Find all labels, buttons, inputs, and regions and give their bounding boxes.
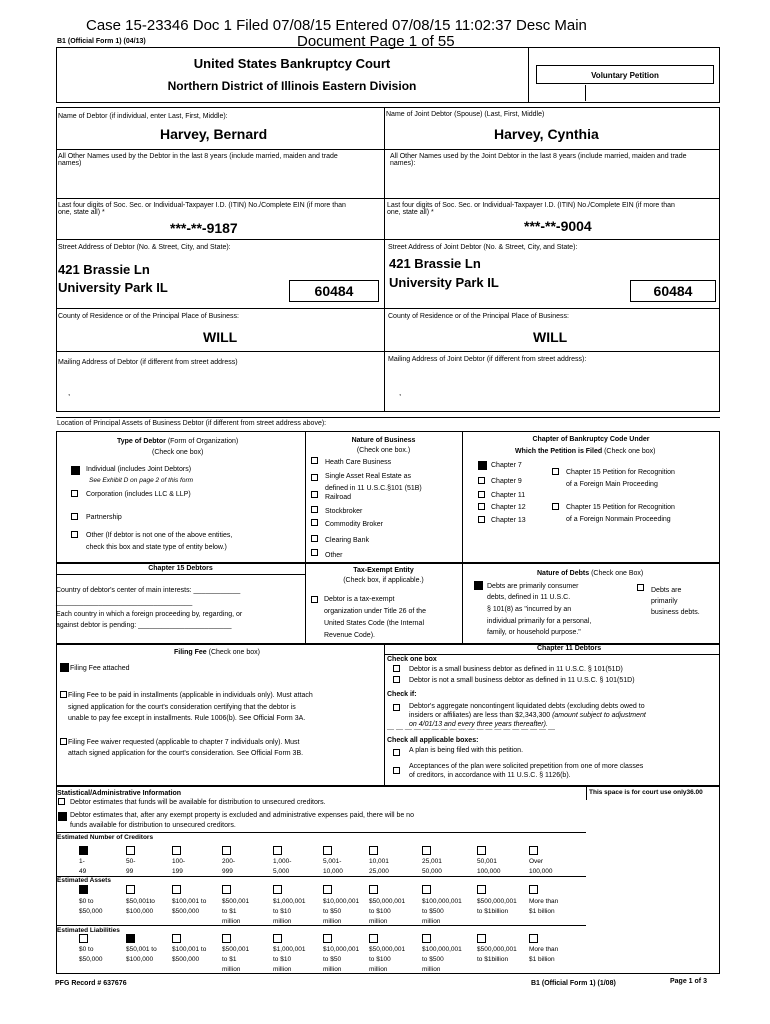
debtor-other-names-label: All Other Names used by the Debtor in the last 8 years (include married, maiden and trade names): [58, 153, 338, 167]
liabilities-option-checkbox[interactable]: [369, 934, 378, 943]
checkbox-business-debts[interactable]: [637, 584, 644, 591]
fee-installments-1: Filing Fee to be paid in installments (applicable in individuals only). Must attach: [68, 692, 313, 699]
opt-other-2: check this box and state type of entity below.): [86, 544, 227, 551]
form-id: B1 (Official Form 1) (04/13): [57, 38, 146, 45]
creditors-option-label: 99: [126, 868, 134, 875]
assets-option-label: $50,000,001: [369, 898, 406, 905]
tax-exempt-check: (Check box, if applicable.): [343, 577, 424, 584]
fee-waiver-1: Filing Fee waiver requested (applicable to chapter 7 individuals only). Must: [68, 739, 300, 746]
creditors-label: Estimated Number of Creditors: [57, 834, 154, 841]
assets-option-label: $100,001 to: [172, 898, 207, 905]
assets-option-label: $100,000: [126, 908, 154, 915]
assets-option-label: $1 billion: [529, 908, 555, 915]
stats-no-funds-1: Debtor estimates that, after any exempt property is excluded and administrative expenses paid, there will be no: [70, 812, 414, 819]
joint-ssn: ***-**-9004: [524, 218, 592, 234]
assets-option-label: million: [369, 918, 388, 925]
assets-option-label: million: [323, 918, 342, 925]
liabilities-option-label: million: [369, 966, 388, 973]
debtor-street-label: Street Address of Debtor (No. & Street, City, and State):: [58, 244, 231, 251]
biz-opt-clearing: Clearing Bank: [325, 537, 369, 544]
ch11-acceptances-1: Acceptances of the plan were solicited prepetition from one of more classes: [409, 763, 644, 770]
fee-attached: Filing Fee attached: [70, 665, 130, 672]
checkbox-other-entity[interactable]: [71, 531, 78, 538]
joint-county: WILL: [533, 329, 568, 345]
checkbox-health-care[interactable]: [311, 457, 318, 464]
document-page-line: Document Page 1 of 55: [297, 33, 455, 50]
liabilities-option-checkbox[interactable]: [323, 934, 332, 943]
checkbox-railroad[interactable]: [311, 491, 318, 498]
liabilities-option-checkbox[interactable]: [529, 934, 538, 943]
assets-option-label: million: [422, 918, 441, 925]
fee-installments-3: unable to pay fee except in installments. Rule 1006(b). See Official Form 3A.: [68, 715, 306, 722]
assets-option-checkbox[interactable]: [369, 885, 378, 894]
stats-title: Statistical/Administrative Information: [57, 790, 182, 797]
liabilities-option-label: $10,000,001: [323, 946, 360, 953]
ch15-line3: against debtor is pending: ________________________: [56, 622, 232, 629]
biz-opt-single-asset: Single Asset Real Estate as: [325, 473, 411, 480]
assets-option-label: million: [273, 918, 292, 925]
creditors-option-checkbox[interactable]: [126, 846, 135, 855]
checkbox-clearing-bank[interactable]: [311, 535, 318, 542]
checkbox-other-business[interactable]: [311, 549, 318, 556]
assets-option-label: $50,001to: [126, 898, 155, 905]
chapter-13: Chapter 13: [491, 517, 526, 524]
business-debts-2: primarily: [651, 598, 678, 605]
checkbox-consumer-debts[interactable]: [474, 581, 483, 590]
joint-street-label: Street Address of Joint Debtor (No. & Street, City, and State):: [388, 244, 578, 251]
assets-label: Estimated Assets: [57, 877, 111, 884]
opt-individual-note: See Exhibit D on page 2 of this form: [89, 477, 194, 484]
creditors-option-checkbox[interactable]: [477, 846, 486, 855]
ch15-line2: Each country in which a foreign proceeding by, regarding, or: [56, 611, 243, 618]
creditors-option-checkbox[interactable]: [323, 846, 332, 855]
liabilities-option-checkbox[interactable]: [422, 934, 431, 943]
ch11-acceptances-2: of creditors, in accordance with 11 U.S.C. § 1126(b).: [409, 772, 571, 779]
chapter-9: Chapter 9: [491, 478, 522, 485]
footer-form: B1 (Official Form 1) (1/08): [531, 980, 616, 987]
checkbox-acceptances[interactable]: [393, 767, 400, 774]
checkbox-tax-exempt[interactable]: [311, 596, 318, 603]
joint-name: Harvey, Cynthia: [494, 126, 599, 142]
joint-street-line2: University Park IL: [389, 275, 499, 290]
business-debts-1: Debts are: [651, 587, 682, 594]
checkbox-not-small-business[interactable]: [393, 676, 400, 683]
joint-mailing-value: ,: [399, 388, 402, 397]
chapter-15-nonmain: Chapter 15 Petition for Recognition: [566, 504, 675, 511]
assets-option-label: $50,000: [79, 908, 103, 915]
assets-option-label: million: [222, 918, 241, 925]
liabilities-option-checkbox[interactable]: [79, 934, 88, 943]
assets-option-label: $500,001: [222, 898, 250, 905]
creditors-option-label: Over: [529, 858, 544, 865]
liabilities-option-label: $500,000: [172, 956, 200, 963]
checkbox-individual[interactable]: [71, 466, 80, 475]
creditors-option-label: 100,000: [529, 868, 553, 875]
liabilities-option-checkbox[interactable]: [222, 934, 231, 943]
liabilities-option-label: million: [222, 966, 241, 973]
liabilities-option-label: $500,000,001: [477, 946, 517, 953]
checkbox-chapter-9[interactable]: [478, 477, 485, 484]
debtor-county-label: County of Residence or of the Principal Place of Business:: [58, 313, 239, 320]
ch15-debtors-title: Chapter 15 Debtors: [148, 565, 213, 572]
filing-fee-title: Filing Fee (Check one box): [174, 649, 260, 656]
creditors-option-label: 100,000: [477, 868, 501, 875]
creditors-option-checkbox[interactable]: [172, 846, 181, 855]
consumer-debts-3: § 101(8) as "incurred by an: [487, 606, 572, 613]
checkbox-chapter-11[interactable]: [478, 491, 485, 498]
liabilities-option-label: $0 to: [79, 946, 94, 953]
location-label: Location of Principal Assets of Business Debtor (if different from street address above):: [57, 420, 327, 427]
biz-opt-other: Other: [325, 552, 343, 559]
liabilities-option-label: $100,000,001: [422, 946, 462, 953]
checkbox-funds-available[interactable]: [58, 798, 65, 805]
tax-exempt-l1: Debtor is a tax-exempt: [324, 596, 395, 603]
ch11-dash-line: — — — — — — — — — — — — — — — — — — —: [387, 726, 556, 733]
liabilities-option-label: $500,001: [222, 946, 250, 953]
joint-street-line1: 421 Brassie Ln: [389, 256, 481, 271]
creditors-option-label: 5,000: [273, 868, 290, 875]
liabilities-option-label: million: [273, 966, 292, 973]
assets-option-label: to $500: [422, 908, 444, 915]
ch11-check-one: Check one box: [387, 656, 437, 663]
biz-opt-single-asset-2: defined in 11 U.S.C.§101 (51B): [325, 485, 422, 492]
footer-record: PFG Record # 637676: [55, 980, 127, 987]
creditors-option-label: 1-: [79, 858, 85, 865]
checkbox-corporation[interactable]: [71, 490, 78, 497]
court-use-note: This space is for court use only36.00: [589, 789, 703, 796]
creditors-option-label: 10,001: [369, 858, 389, 865]
biz-opt-railroad: Railroad: [325, 494, 352, 501]
debtor-street-line1: 421 Brassie Ln: [58, 262, 150, 277]
business-title: Nature of Business: [351, 437, 416, 444]
creditors-option-checkbox[interactable]: [529, 846, 538, 855]
tax-exempt-l3: United States Code (the Internal: [324, 620, 425, 627]
chapter-15-main: Chapter 15 Petition for Recognition: [566, 469, 675, 476]
liabilities-option-label: $50,000: [79, 956, 103, 963]
chapter-title-2: Which the Petition is Filed (Check one box): [515, 448, 656, 455]
creditors-option-checkbox[interactable]: [422, 846, 431, 855]
liabilities-option-label: $100,000: [126, 956, 154, 963]
joint-ssn-label: Last four digits of Soc. Sec. or Individual-Taxpayer I.D. (ITIN) No./Complete EIN (if more than one, state all) *: [387, 202, 675, 216]
ch11-plan-filed: A plan is being filed with this petition.: [409, 747, 524, 754]
checkbox-partnership[interactable]: [71, 513, 78, 520]
debtor-type-title: Type of Debtor (Form of Organization): [117, 438, 239, 445]
opt-partnership: Partnership: [86, 514, 122, 521]
case-header-line: Case 15-23346 Doc 1 Filed 07/08/15 Entered 07/08/15 11:02:37 Desc Main: [86, 17, 587, 34]
joint-name-label: Name of Joint Debtor (Spouse) (Last, First, Middle): [386, 111, 545, 118]
assets-option-checkbox[interactable]: [477, 885, 486, 894]
creditors-option-label: 50,000: [422, 868, 442, 875]
ch15-line1: Country of debtor's center of main interests: ____________: [56, 587, 241, 594]
chapter-15-nonmain-2: of a Foreign Nonmain Proceeding: [566, 516, 671, 523]
creditors-option-label: 1,000-: [273, 858, 292, 865]
joint-mailing-label: Mailing Address of Joint Debtor (if different from street address):: [388, 356, 587, 363]
assets-option-label: $0 to: [79, 898, 94, 905]
checkbox-chapter-7[interactable]: [478, 461, 487, 470]
ch11-check-if: Check if:: [387, 691, 417, 698]
debtor-type-check-one: (Check one box): [152, 449, 204, 456]
opt-individual: Individual (includes Joint Debtors): [86, 466, 192, 473]
checkbox-small-business[interactable]: [393, 665, 400, 672]
ch11-check-all: Check all applicable boxes:: [387, 737, 479, 744]
assets-option-label: $10,000,001: [323, 898, 360, 905]
tax-exempt-title: Tax-Exempt Entity: [353, 567, 414, 574]
assets-option-label: to $1: [222, 908, 237, 915]
creditors-option-label: 25,000: [369, 868, 389, 875]
stats-funds-available: Debtor estimates that funds will be available for distribution to unsecured creditors.: [70, 799, 326, 806]
creditors-option-label: 10,000: [323, 868, 343, 875]
checkbox-aggregate-debts[interactable]: [393, 704, 400, 711]
ch11-title: Chapter 11 Debtors: [537, 645, 602, 652]
liabilities-option-label: $50,001 to: [126, 946, 157, 953]
creditors-option-label: 199: [172, 868, 183, 875]
ch11-small-business: Debtor is a small business debtor as defined in 11 U.S.C. § 101(51D): [409, 666, 623, 673]
liabilities-option-checkbox[interactable]: [477, 934, 486, 943]
checkbox-plan-filed[interactable]: [393, 749, 400, 756]
ch11-aggregate-1: Debtor's aggregate noncontingent liquidated debts (excluding debts owed to: [409, 703, 645, 710]
checkbox-chapter-15-nonmain[interactable]: [552, 503, 559, 510]
ch11-not-small-business: Debtor is not a small business debtor as defined in 11 U.S.C. § 101(51D): [409, 677, 635, 684]
creditors-option-checkbox[interactable]: [79, 846, 88, 855]
liabilities-option-label: to $1: [222, 956, 237, 963]
debtor-mailing-value: ,: [68, 388, 71, 397]
liabilities-option-label: million: [422, 966, 441, 973]
debtor-ssn: ***-**-9187: [170, 220, 238, 236]
liabilities-option-label: $1,000,001: [273, 946, 306, 953]
liabilities-option-label: More than: [529, 946, 559, 953]
checkbox-chapter-13[interactable]: [478, 516, 485, 523]
assets-option-label: to $100: [369, 908, 391, 915]
liabilities-option-label: million: [323, 966, 342, 973]
assets-option-label: More than: [529, 898, 559, 905]
tax-exempt-l2: organization under Title 26 of the: [324, 608, 426, 615]
opt-other-1: Other (If debtor is not one of the above entities,: [86, 532, 233, 539]
debtor-name: Harvey, Bernard: [160, 126, 268, 142]
biz-opt-commodity: Commodity Broker: [325, 521, 383, 528]
liabilities-option-label: $50,000,001: [369, 946, 406, 953]
opt-corporation: Corporation (includes LLC & LLP): [86, 491, 191, 498]
checkbox-chapter-12[interactable]: [478, 503, 485, 510]
liabilities-option-label: to $50: [323, 956, 342, 963]
joint-zip: 60484: [653, 283, 693, 299]
assets-option-label: to $50: [323, 908, 342, 915]
assets-option-checkbox[interactable]: [172, 885, 181, 894]
assets-option-checkbox[interactable]: [79, 885, 88, 894]
liabilities-option-label: to $100: [369, 956, 391, 963]
checkbox-chapter-15-main[interactable]: [552, 468, 559, 475]
ch11-aggregate-2: insiders or affiliates) are less than $2,343,300 (amount subject to adjustment: [409, 712, 646, 719]
chapter-11: Chapter 11: [491, 492, 526, 499]
biz-opt-stockbroker: Stockbroker: [325, 508, 363, 515]
business-debts-3: business debts.: [651, 609, 700, 616]
consumer-debts-2: debts, defined in 11 U.S.C.: [487, 594, 571, 601]
checkbox-commodity[interactable]: [311, 519, 318, 526]
checkbox-stockbroker[interactable]: [311, 506, 318, 513]
chapter-12: Chapter 12: [491, 504, 526, 511]
assets-option-label: $1,000,001: [273, 898, 306, 905]
consumer-debts-4: individual primarily for a personal,: [487, 618, 592, 625]
ch15-line1b: ___________________________________: [56, 599, 193, 606]
creditors-option-label: 49: [79, 868, 87, 875]
nature-debts-title: Nature of Debts (Check one Box): [537, 570, 644, 577]
creditors-option-label: 100-: [172, 858, 186, 865]
liabilities-option-label: to $500: [422, 956, 444, 963]
stats-no-funds-2: funds available for distribution to unsecured creditors.: [70, 822, 236, 829]
creditors-option-checkbox[interactable]: [369, 846, 378, 855]
assets-option-label: $100,000,001: [422, 898, 462, 905]
checkbox-fee-attached[interactable]: [60, 663, 69, 672]
chapter-7: Chapter 7: [491, 462, 522, 469]
court-name: United States Bankruptcy Court: [193, 56, 391, 71]
footer-page: Page 1 of 3: [670, 978, 707, 985]
liabilities-option-label: $100,001 to: [172, 946, 207, 953]
liabilities-option-label: to $10: [273, 956, 292, 963]
debtor-street-line2: University Park IL: [58, 280, 168, 295]
fee-installments-2: signed application for the court's consideration certifying that the debtor is: [68, 704, 296, 711]
liabilities-option-checkbox[interactable]: [273, 934, 282, 943]
debtor-name-label: Name of Debtor (if individual, enter Last, First, Middle):: [58, 113, 228, 120]
creditors-option-label: 25,001: [422, 858, 442, 865]
creditors-option-label: 5,001-: [323, 858, 342, 865]
business-check-one: (Check one box.): [356, 447, 411, 454]
creditors-option-checkbox[interactable]: [273, 846, 282, 855]
court-district: Northern District of Illinois Eastern Division: [167, 79, 417, 93]
chapter-15-main-2: of a Foreign Main Proceeding: [566, 481, 658, 488]
checkbox-fee-waiver[interactable]: [60, 738, 67, 745]
liabilities-option-label: to $1billion: [477, 956, 509, 963]
liabilities-option-checkbox[interactable]: [172, 934, 181, 943]
debtor-mailing-label: Mailing Address of Debtor (if different from street address): [58, 359, 238, 366]
petition-type: Voluntary Petition: [591, 71, 659, 80]
creditors-option-label: 50-: [126, 858, 136, 865]
assets-option-checkbox[interactable]: [273, 885, 282, 894]
checkbox-single-asset[interactable]: [311, 474, 318, 481]
assets-option-label: $500,000: [172, 908, 200, 915]
assets-option-label: to $1billion: [477, 908, 509, 915]
assets-option-checkbox[interactable]: [323, 885, 332, 894]
liabilities-option-label: $1 billion: [529, 956, 555, 963]
joint-other-names-label: All Other Names used by the Joint Debtor in the last 8 years (include married, maiden and trade names):: [390, 153, 687, 167]
debtor-county: WILL: [203, 329, 238, 345]
checkbox-fee-installments[interactable]: [60, 691, 67, 698]
joint-county-label: County of Residence or of the Principal Place of Business:: [388, 313, 569, 320]
debtor-zip: 60484: [314, 283, 354, 299]
liabilities-label: Estimated Liabilities: [57, 927, 120, 934]
assets-option-checkbox[interactable]: [422, 885, 431, 894]
consumer-debts-5: family, or household purpose.": [487, 629, 581, 636]
creditors-option-label: 999: [222, 868, 233, 875]
chapter-title: Chapter of Bankruptcy Code Under: [532, 436, 650, 443]
tax-exempt-l4: Revenue Code).: [324, 632, 375, 639]
creditors-option-checkbox[interactable]: [222, 846, 231, 855]
checkbox-no-funds[interactable]: [58, 812, 67, 821]
assets-option-checkbox[interactable]: [126, 885, 135, 894]
debtor-ssn-label: Last four digits of Soc. Sec. or Individual-Taxpayer I.D. (ITIN) No./Complete EIN (if more than one, state all) *: [58, 202, 346, 216]
ch11-aggregate-3: on 4/01/13 and every three years thereafter).: [409, 721, 548, 728]
liabilities-option-checkbox[interactable]: [126, 934, 135, 943]
fee-waiver-2: attach signed application for the court's consideration. See Official Form 3B.: [68, 750, 304, 757]
biz-opt-health: Heath Care Business: [325, 459, 392, 466]
assets-option-label: to $10: [273, 908, 292, 915]
creditors-option-label: 50,001: [477, 858, 497, 865]
creditors-option-label: 200-: [222, 858, 236, 865]
consumer-debts-1: Debts are primarily consumer: [487, 583, 579, 590]
assets-option-label: $500,000,001: [477, 898, 517, 905]
assets-option-checkbox[interactable]: [222, 885, 231, 894]
assets-option-checkbox[interactable]: [529, 885, 538, 894]
